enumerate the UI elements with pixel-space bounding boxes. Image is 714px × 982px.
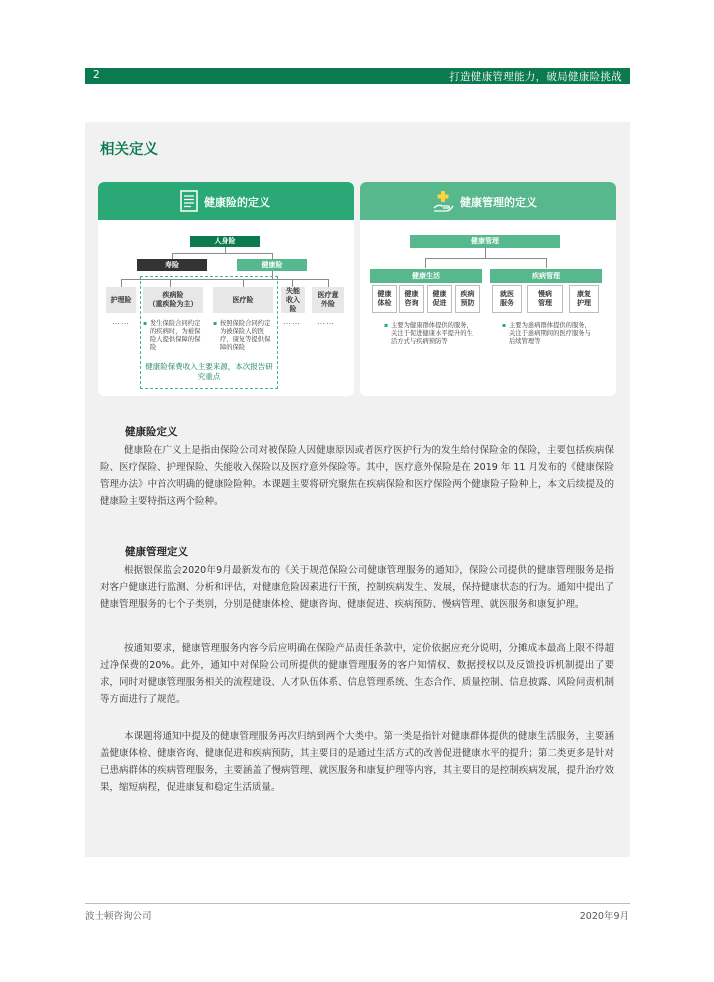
bullet-medical-def: ▪ 按照保险合同约定为被保险人的医疗、康复等提供保障的保险 — [220, 320, 276, 352]
ellipsis-accident: …… — [317, 317, 335, 326]
node-disease: 疾病险 （重疾险为主） — [143, 287, 203, 313]
node-medical: 医疗险 — [213, 287, 273, 313]
ellipsis-nursing: …… — [112, 317, 130, 326]
connector — [485, 248, 486, 258]
connector — [425, 258, 426, 268]
paragraph-notice-requirements: 按通知要求，健康管理服务内容今后应明确在保险产品责任条款中，定价依据应充分说明，分摊成本最高上限不得超过净保费的20%。此外，通知中对保险公司所提供的健康管理服务的客户知情权、数据授权以及反馈投诉机制提出了要求，同时对健康管理服务相关的流程建设、人才队伍体系、信息管理系统、生态合作、质量控制、信息披露、风险问责机制等方面进行了规范。 — [100, 643, 614, 705]
card-health-management-title: 健康管理的定义 — [460, 196, 537, 209]
node-nursing: 护理险 — [106, 287, 136, 313]
heading-health-management-def: 健康管理定义 — [125, 546, 188, 558]
node-disease-management: 疾病管理 — [490, 269, 602, 283]
header-title: 打造健康管理能力，破局健康险挑战 — [449, 71, 622, 83]
connector — [121, 279, 122, 287]
item-medical-service: 就医 服务 — [492, 285, 522, 313]
page-number: 2 — [93, 69, 100, 81]
item-rehab: 康复 护理 — [569, 285, 599, 313]
heading-health-insurance-def: 健康险定义 — [125, 426, 178, 438]
node-life-insurance: 人身险 — [190, 236, 260, 247]
section-title: 相关定义 — [100, 142, 158, 158]
item-promotion: 健康 促进 — [427, 285, 452, 313]
node-accident: 医疗意外险 — [312, 287, 344, 313]
footer-divider — [85, 903, 630, 904]
item-chronic: 慢病 管理 — [527, 285, 563, 313]
connector — [172, 253, 273, 254]
node-health-management: 健康管理 — [410, 235, 560, 248]
paragraph-service-categories: 本课题将通知中提及的健康管理服务再次归纳到两个大类中。第一类是指针对健康群体提供的健康生活服务，主要涵盖健康体检、健康咨询、健康促进和疾病预防，其主要目的是通过生活方式的改善促进健康水平的提升；第二类更多是针对已患病群体的疾病管理服务，主要涵盖了慢病管理、就医服务和康复护理等内容，其主要目的是控制疾病发展，提升治疗效果，缩短病程，促进康复和稳定生活质量。 — [100, 731, 614, 793]
paragraph-health-insurance: 健康险在广义上是指由保险公司对被保险人因健康原因或者医疗医护行为的发生给付保险金的保险，主要包括疾病保险、医疗保险、护理保险、失能收入保险以及医疗意外保险等。其中，医疗意外保险是在 2019 年 11 月发布的《健康保险管理办法》中首次明确的健康险险种。本课题主要将研究聚焦在疾病保险和医疗保险两个健康险子险种上，本文后续提及的健康险主要特指这两个险种。 — [100, 445, 614, 507]
hand-plus-icon — [432, 189, 454, 213]
bullet-healthy-living-def: ▪ 主要为健康群体提供的服务，关注于促进健康水平提升的生活方式与疾病预防等 — [391, 322, 473, 346]
bullet-disease-mgmt-def: ▪ 主要为患病群体提供的服务，关注于患病期间的医疗服务与后续管理等 — [509, 322, 591, 346]
connector — [425, 258, 546, 259]
card-health-management-header — [360, 182, 616, 220]
card-health-insurance-title: 健康险的定义 — [204, 196, 270, 209]
footer-date: 2020年9月 — [579, 911, 629, 922]
node-health: 健康险 — [237, 259, 307, 271]
card-health-insurance-header — [98, 182, 354, 220]
item-checkup: 健康 体检 — [372, 285, 397, 313]
document-icon — [178, 189, 200, 213]
paragraph-notice-summary: 根据银保监会2020年9月最新发布的《关于规范保险公司健康管理服务的通知》，保险公司提供的健康管理服务是指对客户健康进行监测、分析和评估，对健康危险因素进行干预，控制疾病发生、发展，保持健康状态的行为。通知中提出了健康管理服务的七个子类别，分别是健康体检、健康咨询、健康促进、疾病预防、慢病管理、就医服务和康复护理。 — [100, 565, 614, 610]
item-consult: 健康 咨询 — [399, 285, 424, 313]
focus-note: 健康险保费收入主要来源，本次报告研究重点 — [145, 362, 273, 381]
connector — [546, 258, 547, 268]
footer-company: 波士顿咨询公司 — [85, 911, 152, 922]
item-prevention: 疾病 预防 — [455, 285, 480, 313]
node-life: 寿险 — [137, 259, 207, 271]
bullet-disease-def: ▪ 发生保险合同约定的疾病时，为被保险人提供保障的保险 — [150, 320, 206, 352]
ellipsis-disability: …… — [283, 317, 301, 326]
connector — [328, 279, 329, 287]
node-healthy-living: 健康生活 — [370, 269, 482, 283]
header-bar — [85, 68, 630, 84]
node-disability: 失能收入险 — [281, 287, 305, 313]
